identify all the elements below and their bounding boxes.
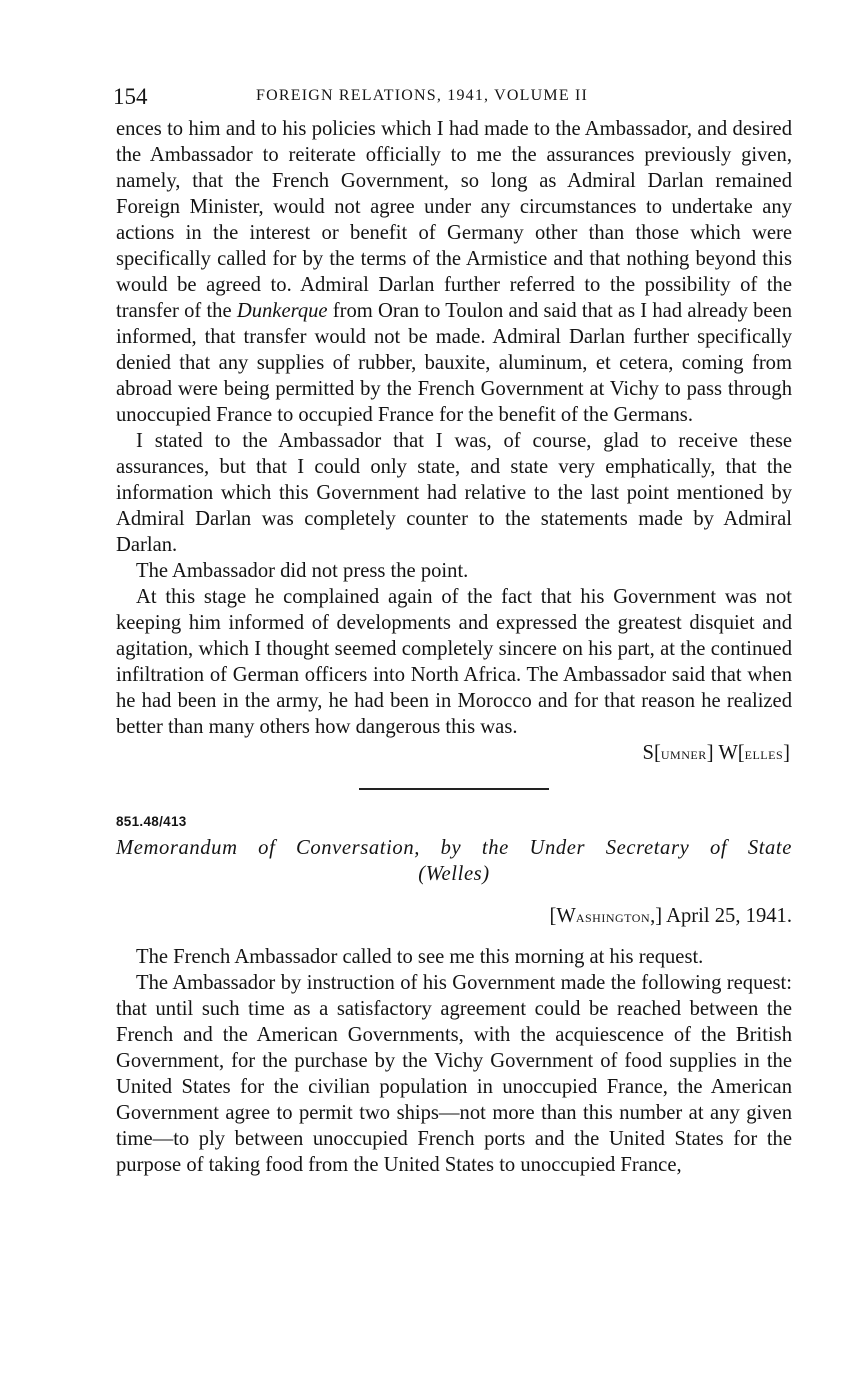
signature-part: elles: [744, 744, 784, 763]
dateline-part: ,] April 25, 1941.: [650, 905, 792, 927]
paragraph-text: ences to him and to his policies which I had made to the Ambassador, and desired the Ambassador to reiterate officially to me the assurances previously given, namely, that the French Government, so long as Admiral Darlan remained Foreign Minister, would not agree under any circumstances to undertake any actions in the interest or benefit of Germany other than those which were specifically called for by the terms of the Armistice and that nothing beyond this would be agreed to. Admiral Darlan further referred to the possibility of the transfer of the: [116, 118, 792, 322]
signature-part: ] W[: [706, 742, 745, 764]
signature-part: umner: [660, 744, 707, 763]
page-header: [113, 84, 792, 116]
dateline: [116, 903, 792, 930]
file-number: 851.48/413: [116, 814, 187, 829]
signature-part: ]: [783, 742, 790, 764]
paragraph-text: from Oran to Toulon and said that as I had already been informed, that transfer would not be made. Admiral Darlan further specifically denied that any supplies of rubber, bauxite, aluminum, et cetera, coming from abroad were being permitted by the French Government at Vichy to pass through unoccupied France to occupied France for the benefit of the Germans.: [116, 300, 792, 426]
page-number: 154: [113, 84, 148, 109]
signature-part: S[: [642, 742, 661, 764]
paragraph: The Ambassador did not press the point.: [136, 560, 469, 582]
paragraph: At this stage he complained again of the fact that his Government was not keeping him informed of developments and expressed the greatest disquiet and agitation, which I thought seemed completely sincere on his part, at the continued infiltration of German officers into North Africa. The Ambassador said that when he had been in the army, he had been in Morocco and for that reason he realized better than many others how dangerous this was.: [116, 586, 792, 738]
paragraph: The French Ambassador called to see me this morning at his request.: [136, 946, 704, 968]
signature: [116, 740, 792, 767]
document-page: [113, 84, 792, 1178]
running-head: FOREIGN RELATIONS, 1941, VOLUME II: [256, 87, 589, 104]
ship-name: Dunkerque: [236, 300, 328, 322]
dateline-part: [W: [549, 905, 576, 927]
dateline-part: ashington: [575, 907, 651, 926]
document-title: [116, 835, 792, 887]
paragraph: I stated to the Ambassador that I was, of course, glad to receive these assurances, but that I could only state, and state very emphatically, that the information which this Government had relative to the last point mentioned by Admiral Darlan was completely counter to the statements made by Admiral Darlan.: [116, 430, 792, 556]
title-line: (Welles): [418, 863, 490, 885]
title-line: Memorandum of Conversation, by the Under Secretary of State: [116, 837, 792, 859]
paragraph: The Ambassador by instruction of his Government made the following request: that until such time as a satisfactory agreement could be reached between the French and the American Governments, with the acquiescence of the British Government, for the purchase by the Vichy Government of food supplies in the United States for the civilian population in unoccupied France, the American Government agree to permit two ships—not more than this number at any given time—to ply between unoccupied French ports and the United States for the purpose of taking food from the United States to unoccupied France,: [116, 972, 792, 1176]
section-divider: [359, 788, 549, 790]
paragraph-continuation: [116, 116, 792, 428]
